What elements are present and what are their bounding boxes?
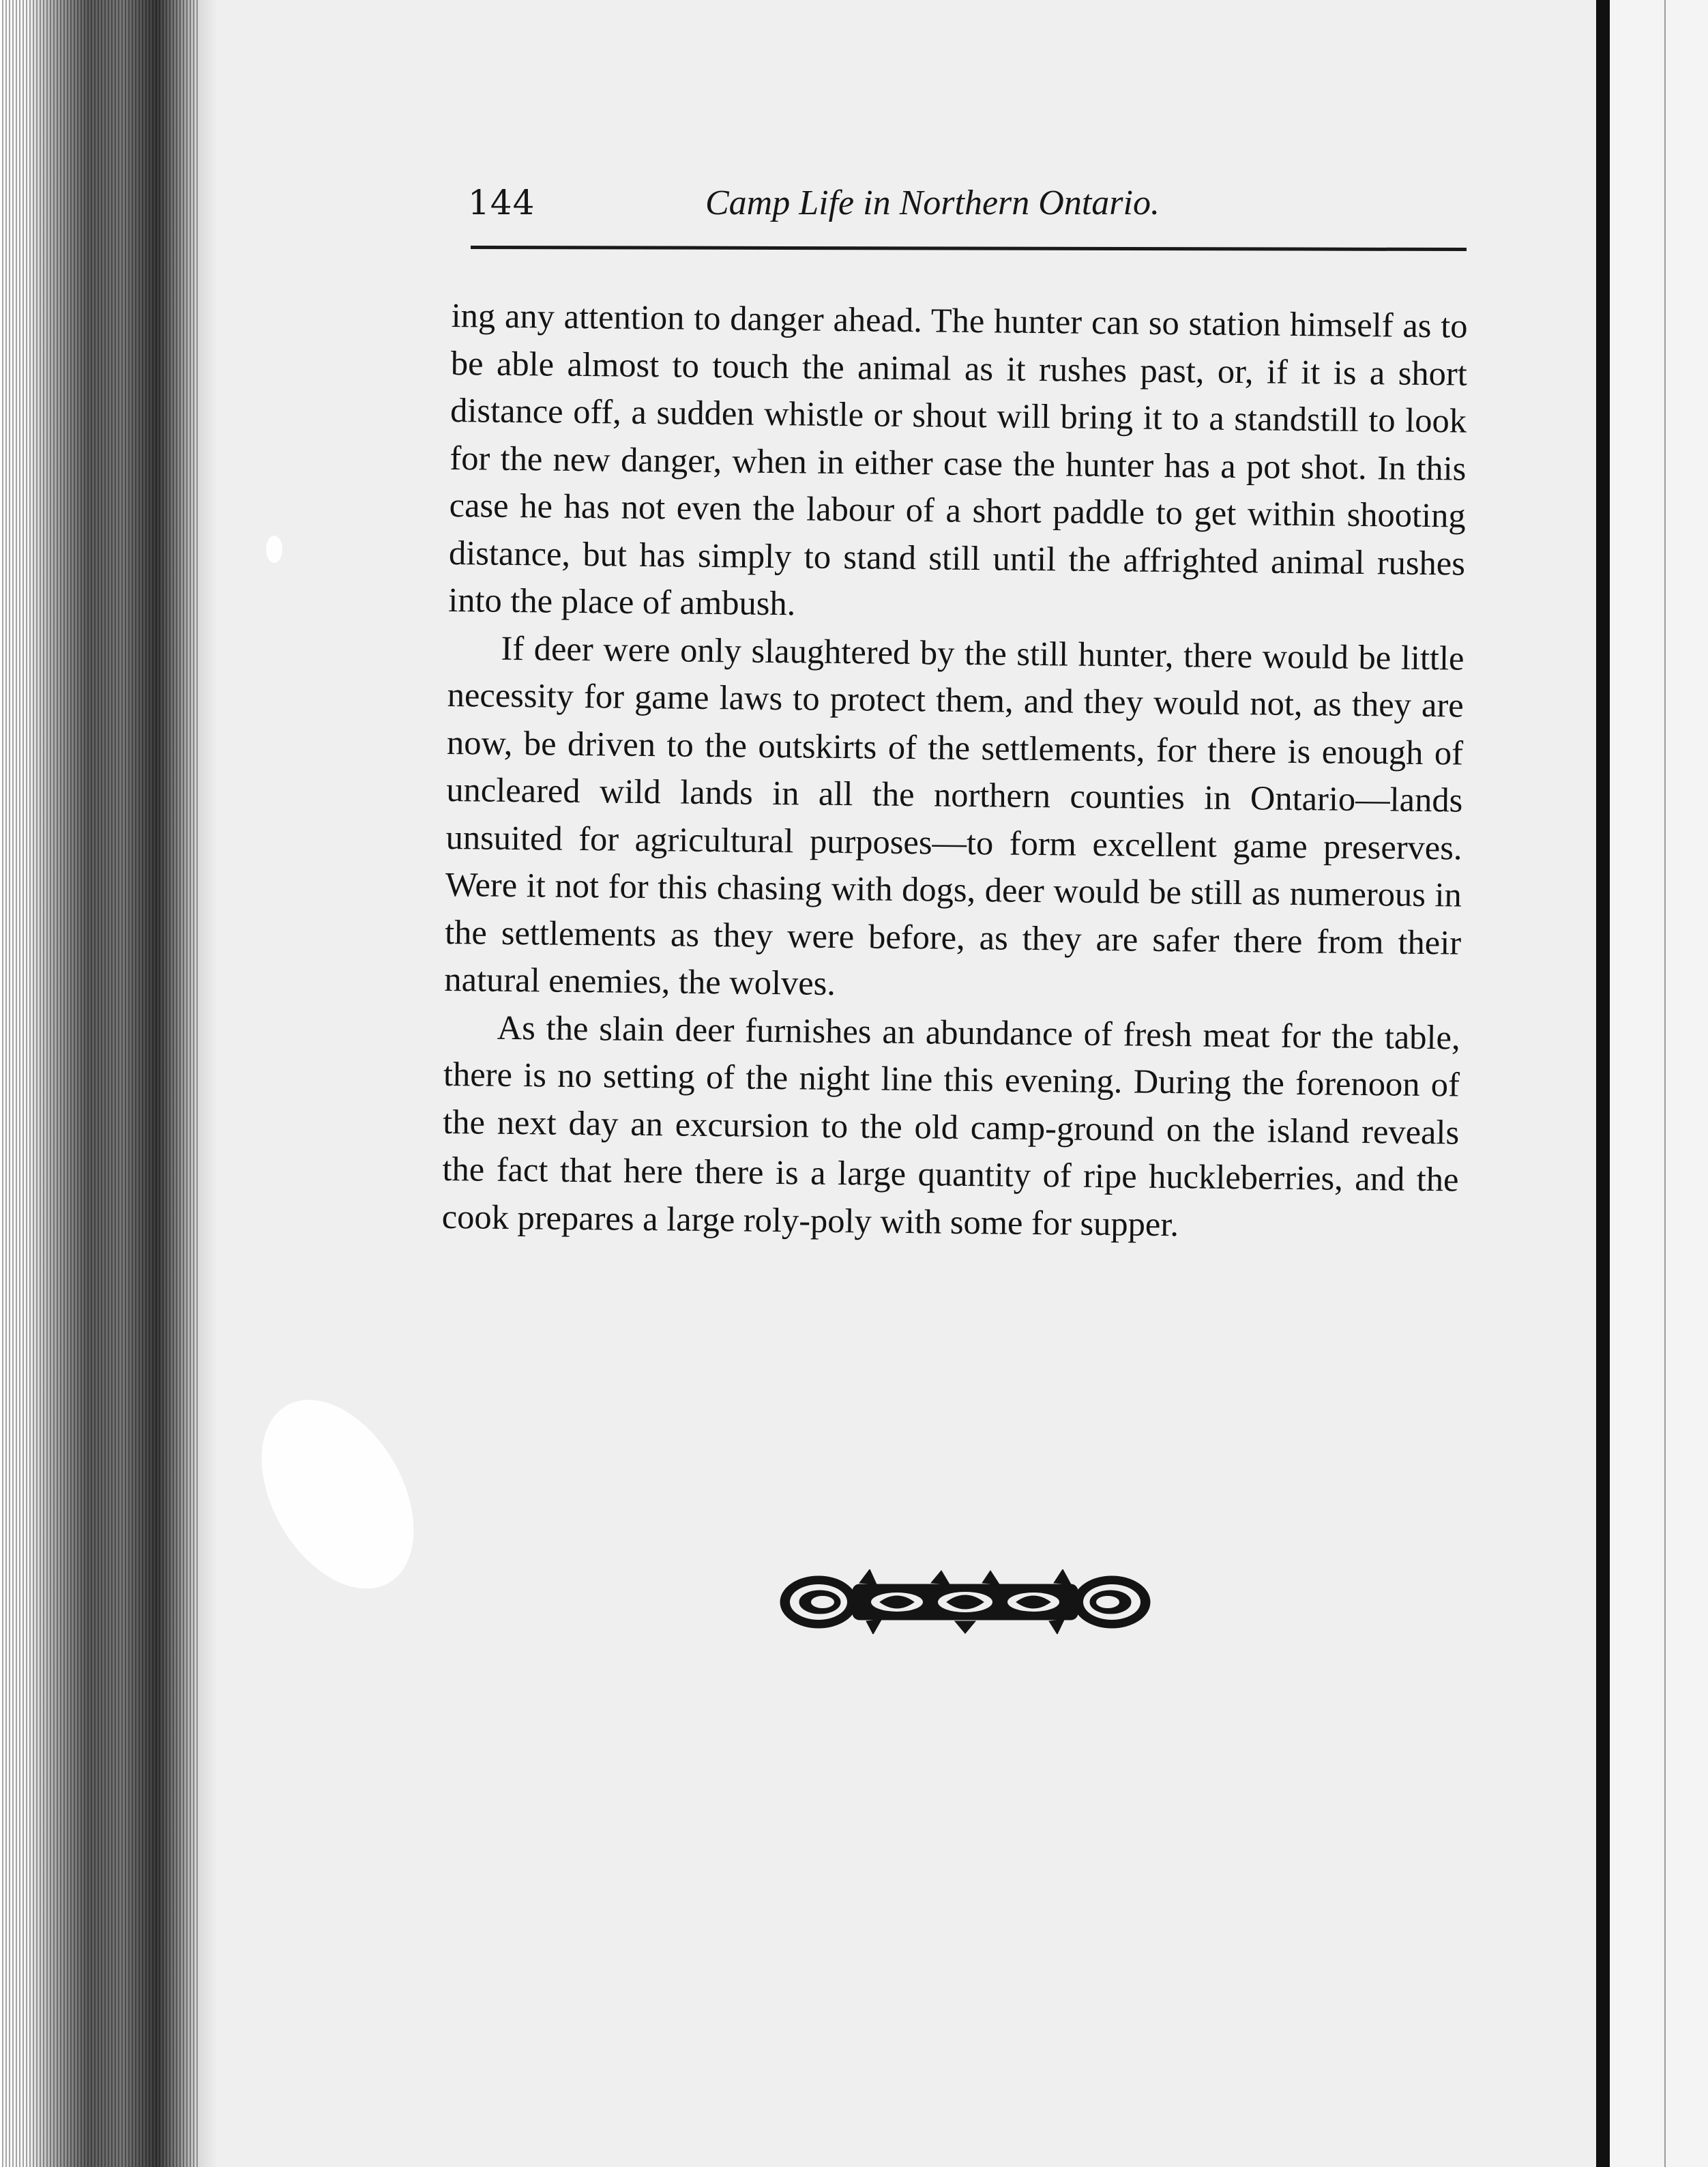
paragraph-1: ing any attention to danger ahead. The hunter can so station himself as to be able almost to touch the animal as it rushes past, or, if it is a short distance off, a sudden whistle or shout will bring it to a standstill to look for the new danger, when in either case the hunter has a pot shot. In this case he has not even the labour of a short paddle to get within shooting distance, but has simply to stand still until the affrighted animal rushes into the place of ambush. [447, 295, 1468, 623]
facing-page-line [1664, 0, 1666, 2167]
page-header [468, 180, 1471, 235]
scan-blemish [266, 536, 282, 563]
running-head: Camp Life in Northern Ontario. [705, 184, 1160, 222]
body-text [441, 292, 1467, 1251]
decorative-scroll-tailpiece-icon [778, 1569, 1153, 1634]
paragraph-3: As the slain deer furnishes an abundance of fresh meat for the table, there is no setting of the night line this evening. During the forenoon of the next day an excursion to the old camp-ground on the island reveals the fact that here there is a large quantity of ripe huckleberries, and the cook prepares a large roly-poly with some for supper. [441, 1008, 1460, 1243]
page-right-edge [1596, 0, 1610, 2167]
facing-page-strip [1610, 0, 1708, 2167]
binding-edge [0, 0, 198, 2167]
binding-shadow [198, 0, 218, 2167]
page-number: 144 [468, 183, 535, 222]
paragraph-2: If deer were only slaughtered by the still hunter, there would be little necessity for game laws to protect them, and they would not, as they are now, be driven to the outskirts of the settlements, for there is enough of uncleared wild lands in all the northern counties in Ontario—lands unsuited for agricultural purposes—to form excellent game preserves. Were it not for this chasing with dogs, deer would be still as numerous in the settlements as they were before, as they are safer there from their natural enemies, the wolves. [444, 628, 1464, 1002]
